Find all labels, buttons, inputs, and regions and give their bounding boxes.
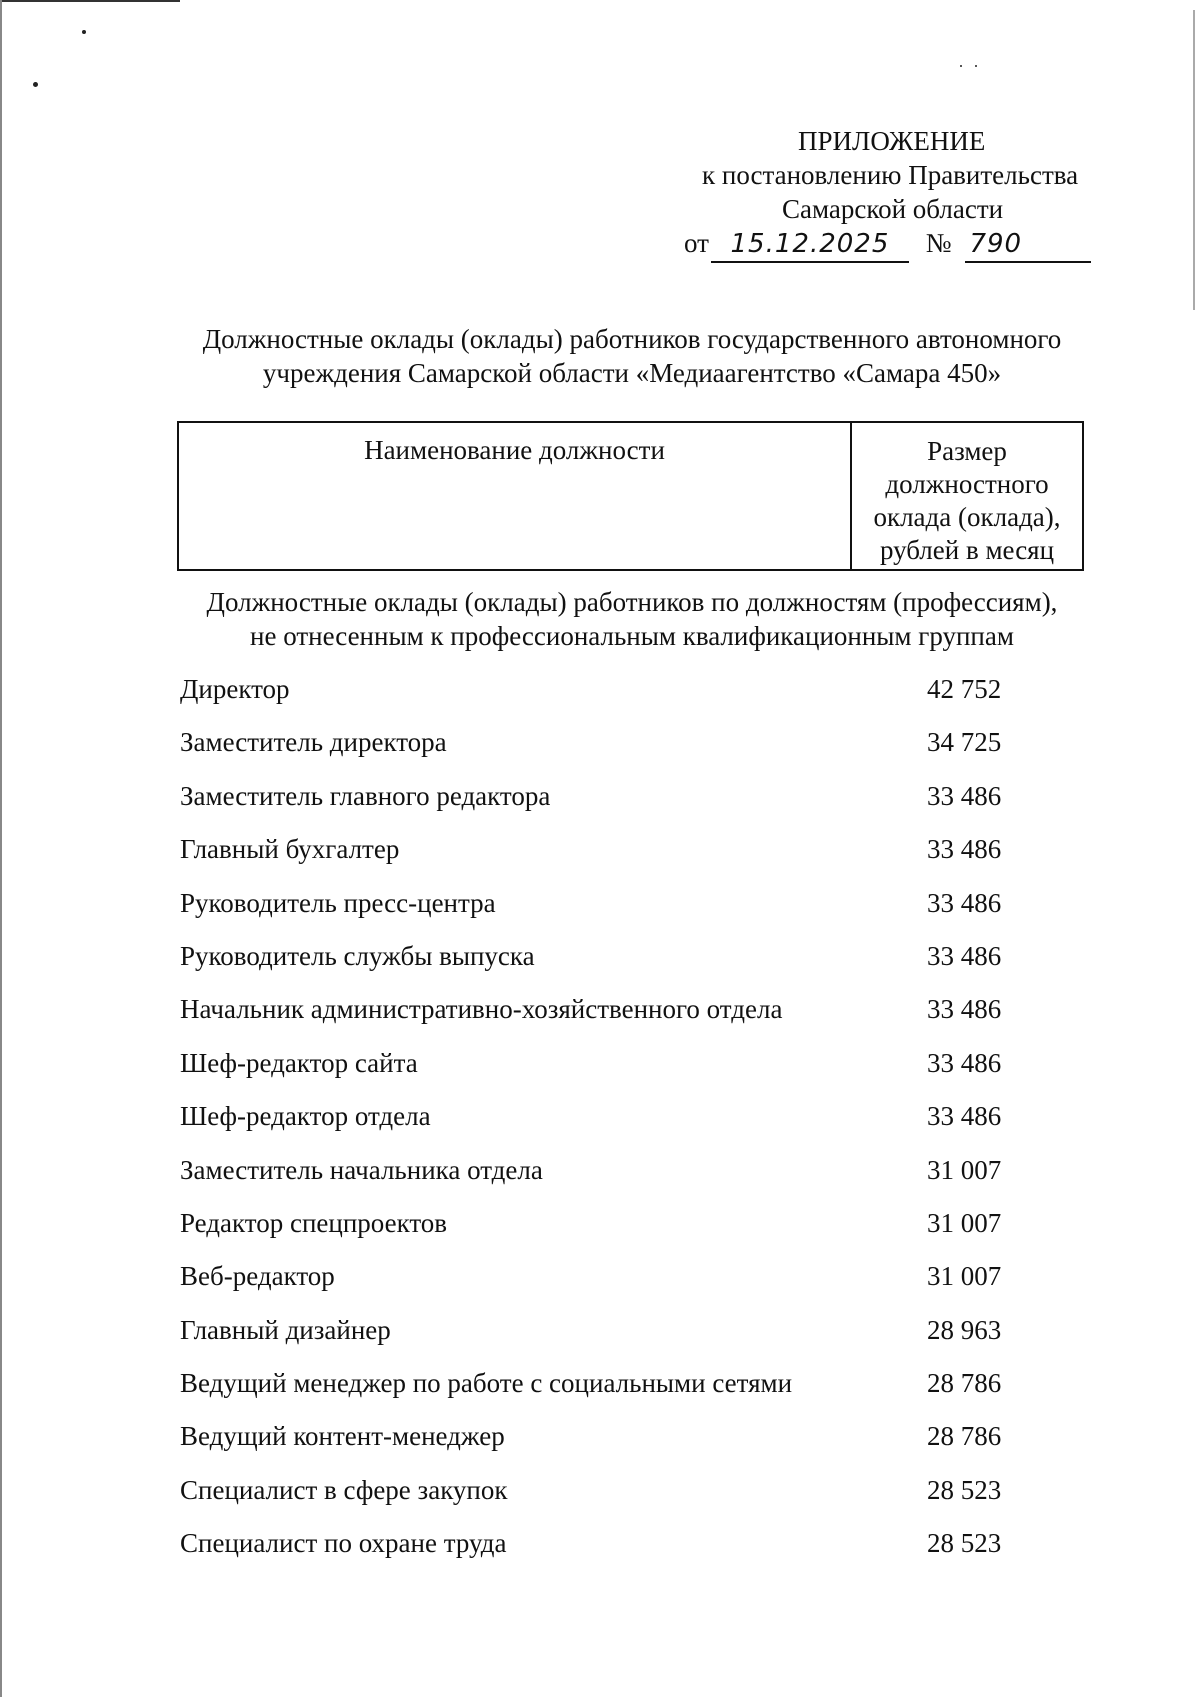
scan-speck xyxy=(33,82,38,87)
scan-speck xyxy=(82,30,86,34)
position-name: Шеф-редактор отдела xyxy=(180,1101,431,1132)
header-salary-line: оклада (оклада), xyxy=(873,502,1061,532)
salary-amount: 28 786 xyxy=(927,1421,1002,1452)
salary-amount: 34 725 xyxy=(927,727,1002,758)
salary-amount: 28 523 xyxy=(927,1474,1002,1505)
salary-amount: 31 007 xyxy=(927,1154,1002,1185)
table-row xyxy=(180,725,1080,778)
position-name: Руководитель пресс-центра xyxy=(180,887,496,918)
table-row xyxy=(180,1206,1080,1259)
position-name: Веб-редактор xyxy=(180,1261,335,1292)
salary-rows xyxy=(180,672,1080,1580)
section-title-line: Должностные оклады (оклады) работников по должностям (профессиям), xyxy=(206,587,1058,617)
table-row xyxy=(180,1366,1080,1419)
scan-edge-right xyxy=(1193,10,1195,310)
table-row xyxy=(180,832,1080,885)
position-name: Ведущий контент-менеджер xyxy=(180,1421,505,1452)
position-name: Заместитель директора xyxy=(180,727,447,758)
scan-edge-left xyxy=(0,0,2,1697)
salary-amount: 42 752 xyxy=(927,674,1002,704)
salary-amount: 33 486 xyxy=(927,994,1002,1025)
table-row xyxy=(180,1046,1080,1099)
date-prefix: от xyxy=(684,228,709,258)
position-name: Специалист в сфере закупок xyxy=(180,1474,508,1505)
document-title-line: учреждения Самарской области «Медиаагентство «Самара 450» xyxy=(262,358,1002,388)
table-row xyxy=(180,1153,1080,1206)
table-row xyxy=(180,1313,1080,1366)
table-row xyxy=(180,939,1080,992)
appendix-to-decree: к постановлению Правительства xyxy=(702,160,1079,190)
salary-amount: 33 486 xyxy=(927,834,1002,865)
table-row xyxy=(180,1419,1080,1472)
salary-amount: 28 786 xyxy=(927,1368,1002,1399)
table-row xyxy=(180,1526,1080,1579)
table-row xyxy=(180,672,1080,725)
salary-amount: 31 007 xyxy=(927,1207,1002,1238)
header-salary xyxy=(852,423,1082,569)
scan-speck xyxy=(960,65,962,67)
position-name: Руководитель службы выпуска xyxy=(180,940,535,971)
appendix-heading: ПРИЛОЖЕНИЕ xyxy=(798,126,986,156)
section-title-line: не отнесенным к профессиональным квалификационным группам xyxy=(250,621,1014,651)
table-row xyxy=(180,886,1080,939)
table-row xyxy=(180,992,1080,1045)
position-name: Заместитель начальника отдела xyxy=(180,1154,543,1185)
handwritten-number: 790 xyxy=(965,227,1091,263)
handwritten-date: 15.12.2025 xyxy=(711,227,909,263)
salary-amount: 28 963 xyxy=(927,1314,1002,1345)
table-row xyxy=(180,1099,1080,1152)
salary-amount: 28 523 xyxy=(927,1528,1002,1559)
header-salary-line: должностного xyxy=(885,469,1049,499)
header-salary-line: рублей в месяц xyxy=(879,535,1055,565)
table-row xyxy=(180,1473,1080,1526)
salary-amount: 33 486 xyxy=(927,887,1002,918)
position-name: Редактор спецпроектов xyxy=(180,1207,448,1238)
scan-edge-top xyxy=(0,0,180,2)
position-name: Главный бухгалтер xyxy=(180,834,400,865)
section-title xyxy=(150,585,1114,653)
scan-speck xyxy=(975,65,977,67)
salary-amount: 31 007 xyxy=(927,1261,1002,1292)
position-name: Главный дизайнер xyxy=(180,1314,391,1345)
position-name: Заместитель главного редактора xyxy=(180,780,551,811)
salary-amount: 33 486 xyxy=(927,940,1002,971)
salary-amount: 33 486 xyxy=(927,1047,1002,1078)
position-name: Ведущий менеджер по работе с социальными сетями xyxy=(180,1368,793,1399)
position-name: Шеф-редактор сайта xyxy=(180,1047,418,1078)
document-title-line: Должностные оклады (оклады) работников государственного автономного xyxy=(202,324,1062,354)
header-salary-line: Размер xyxy=(927,436,1007,466)
salary-amount: 33 486 xyxy=(927,1101,1002,1132)
position-name: Директор xyxy=(180,674,290,704)
position-name: Начальник административно-хозяйственного отдела xyxy=(180,994,783,1025)
header-position-name: Наименование должности xyxy=(179,423,852,569)
table-row xyxy=(180,1259,1080,1312)
table-row xyxy=(180,779,1080,832)
appendix-date-row xyxy=(684,226,1091,263)
position-name: Специалист по охране труда xyxy=(180,1528,507,1559)
table-header xyxy=(177,421,1084,571)
document-title xyxy=(150,322,1114,390)
appendix-region: Самарской области xyxy=(782,194,1004,224)
number-label: № xyxy=(925,228,952,258)
salary-amount: 33 486 xyxy=(927,780,1002,811)
